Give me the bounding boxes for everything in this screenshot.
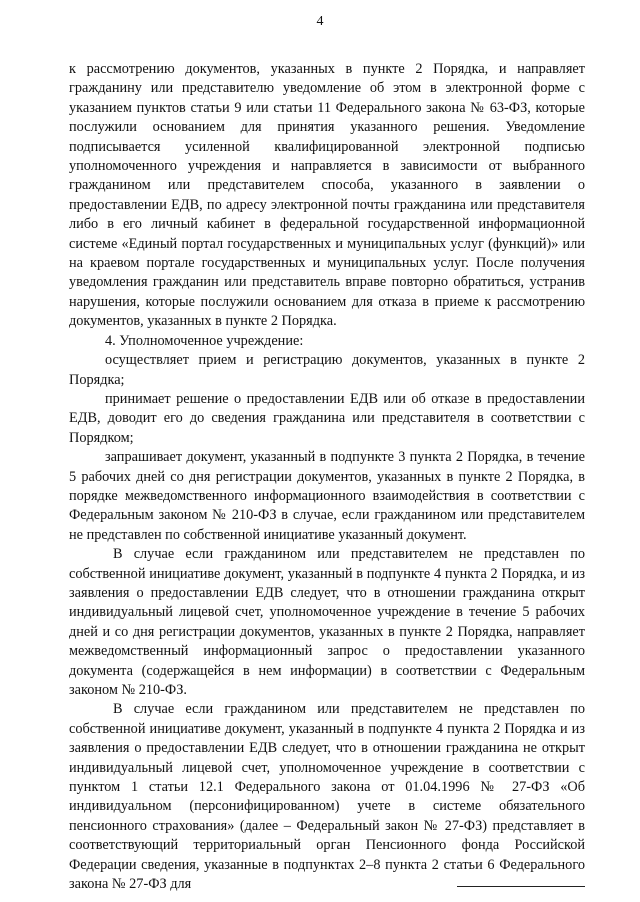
paragraph-makes-decision: принимает решение о предоставлении ЕДВ или об отказе в предоставлении ЕДВ, доводит его до сведения гражданина или представителя в соответствии с Порядком; [69,390,585,446]
paragraph-receives-documents: осуществляет прием и регистрацию документов, указанных в пункте 2 Порядка; [69,352,585,388]
page-number: 4 [316,14,324,29]
paragraph-account-opened: В случае если гражданином или представителем не представлен по собственной инициативе документ, указанный в подпункте 4 пункта 2 Порядка, и из заявления о предоставлении ЕДВ следует, что в отношении гражданина открыт индивидуальный лицевой счет, уполномоченное учреждение в течение 5 рабочих дней и со дня регистрации документов, указанных в пункте 2 Порядка, направляет межведомственный информационный запрос о предоставлении указанного документа (содержащейся в нем информации) в соответствии с Федеральным законом № 210-ФЗ. [69,546,585,698]
paragraph-item-4-heading: 4. Уполномоченное учреждение: [105,332,304,349]
document-body [69,60,585,894]
paragraph-requests-document: запрашивает документ, указанный в подпункте 3 пункта 2 Порядка, в течение 5 рабочих дней со дня регистрации документов, указанных в пункте 2 Порядка, в порядке межведомственного информационного взаимодействия в соответствии с Федеральным законом № 210-ФЗ в случае, если гражданином или представителем не представлен по собственной инициативе указанный документ. [69,449,585,543]
paragraph-account-not-opened: В случае если гражданином или представителем не представлен по собственной инициативе документ, указанный в подпункте 4 пункта 2 Порядка и из заявления о предоставлении ЕДВ следует, что в отношении гражданина не открыт индивидуальный лицевой счет, уполномоченное учреждение в соответствии с пунктом 1 статьи 12.1 Федерального закона от 01.04.1996 № 27-ФЗ «Об индивидуальном (персонифицированном) учете в системе обязательного пенсионного страхования» (далее – Федеральный закон № 27-ФЗ) представляет в соответствующий территориальный орган Пенсионного фонда Российской Федерации сведения, указанные в подпунктах 2–8 пункта 2 статьи 6 Федерального закона № 27-ФЗ для [69,701,585,893]
paragraph-continuation: к рассмотрению документов, указанных в пункте 2 Порядка, и направляет гражданину или представителю уведомление об этом в электронной форме с указанием пунктов статьи 9 или статьи 11 Федерального закона № 63-ФЗ, которые послужили основанием для принятия указанного решения. Уведомление подписывается усиленной квалифицированной электронной подписью уполномоченного учреждения и направляется в зависимости от выбранного гражданином или представителем способа, указанного в заявлении о предоставлении ЕДВ, по адресу электронной почты гражданина или представителя либо в его личный кабинет в федеральной государственной информационной системе «Единый портал государственных и муниципальных услуг (функций)» или на краевом портале государственных и муниципальных услуг. После получения уведомления гражданин или представитель вправе повторно обратиться, устранив нарушения, которые послужили основанием для отказа в приеме к рассмотрению документов, указанных в пункте 2 Порядка. [69,61,585,330]
footer-rule [457,886,585,887]
